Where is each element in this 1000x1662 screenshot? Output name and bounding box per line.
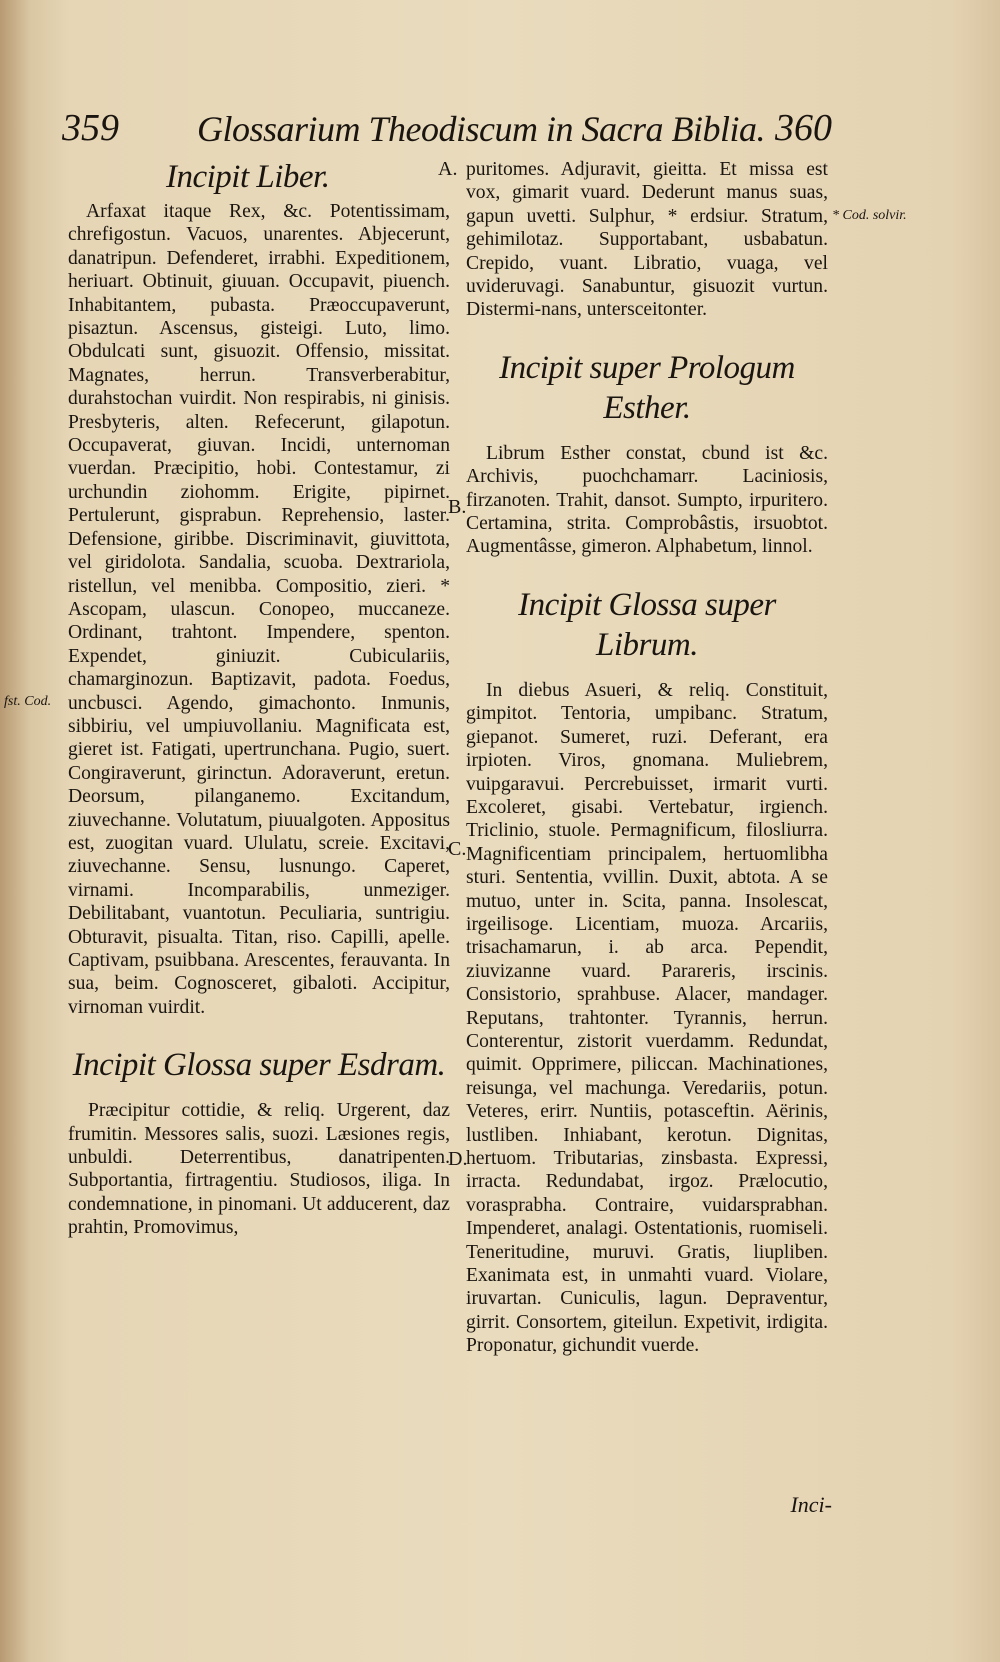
page-header [62, 106, 832, 156]
margin-letter-c: C. [448, 838, 467, 860]
glossary-paragraph: Arfaxat itaque Rex, &c. Potentissimam, chrefigostun. Vacuos, unarentes. Abjecerunt, danatripun. Defenderet, irrabhi. Expeditionem, heriuart. Obtinuit, giuuan. Occupavit, piuench. Inhabitantem, pubasta. Præoccupaverunt, pisaztun. Ascensus, gisteigi. Luto, limo. Obdulcati sunt, gisuozit. Offensio, missitat. Magnates, herrun. Transverberabitur, durahstochan vuirdit. Non respirabis, ni ginisis. Presbyteris, alten. Refecerunt, gilapotun. Occupaverat, giuvan. Incidi, unternoman vuerdan. Præcipitio, hobi. Contestamur, zi urchundin ziohomm. Erigite, pipirnet. Pertulerunt, gisprabun. Reprehensio, laster. Defensione, giribbe. Discriminavit, giuvittota, vel giridolota. Sandalia, scuoba. Dextrariola, ristellun, vel menibba. Compositio, zieri. * Ascopam, ulascun. Conopeo, muccaneze. Ordinant, trahtont. Impendere, spenton. Expendet, giniuzit. Cubiculariis, chamarginozun. Baptizavit, padota. Foedus, uncbusci. Agendo, gimachonto. Inmunis, sibbiriu, vel umpiuvollaniu. Magnificata est, gieret ist. Fatigati, upertrunchana. Pugio, suert. Congiraverunt, girinctun. Adoraverunt, eretun. Deorsum, pilanganemo. Excitandum, ziuvechanne. Volutatum, piuualgoten. Appositus est, zuogitan vuard. Ululatu, screie. Excitavi, ziuvechanne. Sensu, lusnungo. Caperet, virnami. Incomparabilis, unmeziger. Debilitabant, vuantotun. Peculiaria, suntrigiu. Obturavit, pisualta. Titan, riso. Capilli, apelle. Captivam, psuibbana. Arescentes, ferauvanta. In sua, beim. Cognosceret, gibaloti. Accipitur, virnoman vuirdit. [68, 201, 450, 1018]
margin-letter-d: D. [448, 1148, 468, 1170]
glossary-paragraph: In diebus Asueri, & reliq. Constituit, gimpitot. Tentoria, umpibanc. Stratum, giepanot. Sumeret, ruzi. Deferant, era irpioten. Viros, gnomana. Muliebrem, vuipgaravui. Percrebuisset, irmarit vurti. Excoleret, gisabi. Vertebatur, irgiench. Triclinio, stuole. Permagnificum, filosliurra. Magnificentiam principalem, hertuomlibha sturi. Sententia, vvillin. Duxit, abtota. A se mutuo, unter in. Scita, panna. Insolescat, irgeilisoge. Licentiam, muoza. Arcariis, trisachamarun, i. ab arca. Pependit, ziuvizanne vuard. Parareris, irscinis. Consistorio, sprahbuse. Alacer, mandager. Reputans, trahtonter. Tyrannis, herrun. Conterentur, zistorit vuerdamm. Redundat, quimit. Opprimere, piliccan. Machinationes, reisunga, vel machunga. Veredariis, potun. Veteres, erirr. Nuntiis, potasceftin. Aërinis, lustliben. Inhiabant, kerotun. Dignitas, hertuom. Tributarias, zinsbasta. Expressi, irracta. Redundabat, irgoz. Prælocutio, vorasprabha. Contraire, vuidarsprabhan. Impenderet, analagi. Ostentationis, ruomiseli. Teneritudine, muruvi. Gratis, liupliben. Exanimata est, in unmahti vuard. Violare, iruvartan. Cuniculis, lagun. Depraventur, girrit. Consortem, giteilun. Expetivit, irdigita. Proponatur, gichundit vuerde. [466, 679, 828, 1357]
glossary-paragraph: Præcipitur cottidie, & reliq. Urgerent, daz frumitin. Messores salis, suozi. Læsiones regis, unbuldi. Deterrentibus, danatripenten. Subportantia, firtragentiu. Studiosos, iliga. In condemnatione, in pinomani. Ut adducerent, daz prahtin, Promovimus, [68, 1100, 450, 1239]
page-number-right: 360 [775, 107, 832, 149]
running-title: Glossarium Theodiscum in Sacra Biblia. [197, 109, 766, 149]
section-heading-esdram: Incipit Glossa super Esdram. [72, 1047, 446, 1084]
margin-note-left: fst. Cod. [4, 694, 52, 709]
glossary-paragraph: puritomes. Adjuravit, gieitta. Et missa est vox, gimarit vuard. Dederunt manus suas, gapun uvetti. Sulphur, * erdsiur. Stratum, gehimilotaz. Supportabant, usbabatun. Crepido, vuant. Libratio, vuaga, vel uvideruvagi. Sanabuntur, gisuozit vurtun. Distermi-nans, untersceitonter. [466, 159, 828, 321]
section-heading-liber: Incipit Liber. [166, 159, 330, 195]
left-column [68, 158, 450, 1240]
section-heading-esther: Incipit super Prologum Esther. [499, 349, 795, 426]
margin-note-right: * Cod. solvir. [832, 208, 907, 223]
margin-letter-b: B. [448, 496, 467, 518]
section-heading-librum: Incipit Glossa super Librum. [518, 586, 776, 663]
margin-letter-a: A. [438, 158, 458, 180]
page-number-left: 359 [62, 107, 119, 149]
catchword: Inci- [790, 1492, 832, 1517]
right-column [466, 158, 828, 1358]
glossary-paragraph: Librum Esther constat, cbund ist &c. Archivis, puochchamarr. Laciniosis, firzanoten. Trahit, dansot. Sumpto, irpuritero. Certamina, strita. Comprobâstis, irsuobtot. Augmentâsse, gimeron. Alphabetum, linnol. [466, 442, 828, 558]
